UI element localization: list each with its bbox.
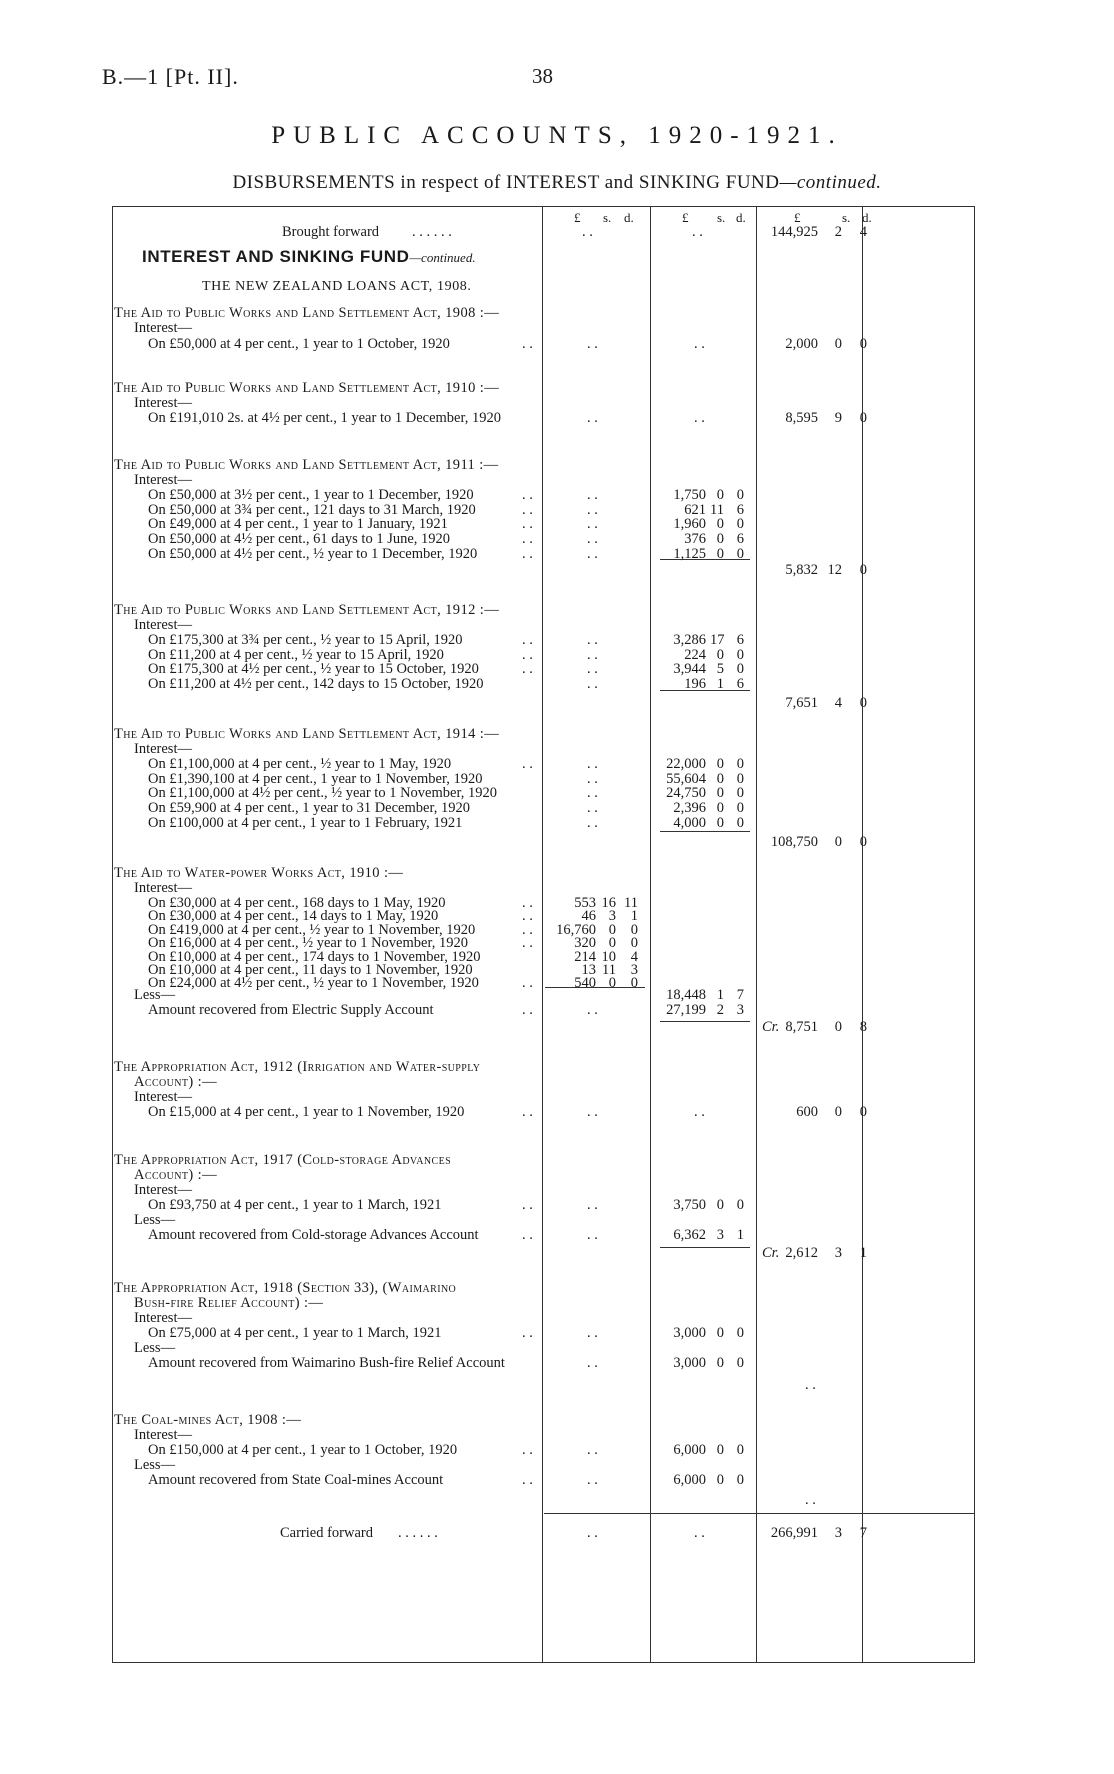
less-pence: 0	[736, 1472, 744, 1488]
c1-empty: . .	[587, 1104, 598, 1120]
less-pence: 1	[736, 1227, 744, 1243]
total-pounds: 2,612	[785, 1245, 818, 1261]
amount-shillings: 0	[608, 975, 616, 992]
amount-pence: 0	[736, 661, 744, 678]
leader-dots: . .	[522, 921, 533, 938]
total-pence: 0	[859, 834, 867, 850]
line-desc: On £175,300 at 3¾ per cent., ½ year to 15 April, 1920	[148, 632, 463, 648]
act-title-1912: The Aid to Public Works and Land Settlement Act, 1912 :—	[114, 602, 500, 618]
amount-pence: 0	[736, 785, 744, 802]
leader-dots: . .	[522, 487, 533, 503]
total-empty: . .	[805, 1492, 816, 1508]
less-row-app1917	[112, 1227, 975, 1244]
line-desc: On £50,000 at 3½ per cent., 1 year to 1 December, 1920	[148, 487, 474, 503]
amount-pounds: 621	[684, 501, 706, 518]
amount-shillings: 11	[602, 962, 616, 978]
c1-empty: . .	[587, 661, 598, 678]
amount-pence: 6	[736, 632, 744, 648]
total-empty: . .	[805, 1377, 816, 1393]
less-shillings: 0	[716, 1355, 724, 1371]
c1-empty: . .	[587, 545, 598, 562]
total-pence: 8	[859, 1019, 867, 1035]
amount-shillings: 1	[716, 676, 724, 693]
sum-rule	[660, 559, 750, 560]
total-app1917	[112, 1245, 975, 1262]
amount-pence: 0	[736, 646, 744, 663]
line-desc: On £30,000 at 4 per cent., 168 days to 1 May, 1920	[148, 895, 446, 911]
leader-dots: . .	[522, 895, 533, 911]
c2-empty: . .	[694, 1525, 705, 1541]
less-row-coal	[112, 1472, 975, 1489]
line-desc: On £10,000 at 4 per cent., 174 days to 1 November, 1920	[148, 948, 481, 965]
leader-dots: . .	[522, 1472, 533, 1488]
brought-forward-row	[112, 224, 975, 241]
leader-dots: . .	[522, 646, 533, 663]
carried-rule	[544, 1513, 974, 1514]
total-pence: 0	[859, 410, 867, 426]
leader-dots: . .	[522, 1442, 533, 1458]
section-heading	[142, 247, 476, 267]
c1-empty: . .	[587, 531, 598, 548]
amount-shillings: 0	[716, 814, 724, 831]
c2-empty: . .	[694, 336, 705, 352]
amount-shillings: 10	[601, 948, 616, 965]
water-less-row	[112, 1002, 975, 1019]
less-desc: Amount recovered from Cold-storage Advances Account	[148, 1227, 479, 1243]
amount-pounds: 540	[574, 975, 596, 992]
line-desc: On £24,000 at 4½ per cent., ½ year to 1 November, 1920	[148, 975, 479, 992]
total-shillings: 2	[834, 224, 842, 240]
page-subtitle	[0, 172, 1114, 194]
c1-empty: . .	[587, 410, 598, 426]
total-pence: 0	[859, 562, 867, 578]
c1-empty: . .	[587, 800, 598, 817]
total-1914	[112, 834, 975, 851]
c1-empty: . .	[587, 1442, 598, 1458]
less-pence: 3	[736, 1002, 744, 1018]
amount-pence: 0	[736, 487, 744, 503]
line-desc: On £15,000 at 4 per cent., 1 year to 1 November, 1920	[148, 1104, 465, 1120]
leader-dots: . .	[522, 756, 533, 772]
total-pounds: 7,651	[785, 695, 818, 711]
amount-pounds: 3,286	[673, 632, 706, 648]
c1-empty: . .	[587, 814, 598, 831]
amount-shillings: 17	[710, 632, 725, 648]
amount-pounds: 553	[574, 895, 596, 911]
c1-empty: . .	[587, 756, 598, 772]
amount-shillings: 0	[716, 646, 724, 663]
leader-dots: . .	[522, 1197, 533, 1213]
line-desc: On £11,200 at 4 per cent., ½ year to 15 April, 1920	[148, 646, 444, 663]
subtitle-continued: —continued.	[779, 172, 882, 193]
line-desc: On £150,000 at 4 per cent., 1 year to 1 October, 1920	[148, 1442, 458, 1458]
amount-pounds: 13	[581, 962, 596, 978]
total-shillings: 0	[834, 1019, 842, 1035]
amount-shillings: 0	[716, 800, 724, 817]
act-title-continued: Account) :—	[134, 1167, 217, 1183]
line-desc: On £50,000 at 4½ per cent., 61 days to 1 June, 1920	[148, 531, 451, 548]
pence-header: d.	[624, 210, 634, 225]
sum-pence: 7	[736, 987, 744, 1003]
less-pounds: 27,199	[666, 1002, 706, 1018]
act-title-1910: The Aid to Public Works and Land Settlement Act, 1910 :—	[114, 380, 500, 396]
total-shillings: 0	[834, 336, 842, 352]
amount-shillings: 0	[716, 545, 724, 562]
amount-pence: 0	[736, 800, 744, 817]
leader-dots: . .	[522, 908, 533, 925]
line-item	[112, 676, 975, 693]
amount-pounds: 376	[684, 531, 706, 548]
leader-dots: . .	[522, 516, 533, 533]
total-pounds: 144,925	[770, 224, 818, 240]
amount-pounds: 46	[581, 908, 596, 925]
less-pounds: 3,000	[673, 1355, 706, 1371]
sum-rule	[660, 690, 750, 691]
less-label: Less—	[134, 1212, 176, 1228]
shilling-header: s.	[603, 210, 612, 225]
amount-shillings: 0	[608, 935, 616, 952]
less-pounds: 6,000	[673, 1472, 706, 1488]
interest-label: Interest—	[134, 320, 192, 336]
leader-dots: . .	[522, 336, 533, 352]
c1-empty: . .	[582, 224, 593, 240]
line-item	[112, 815, 975, 832]
amount-pence: 6	[736, 676, 744, 693]
line-desc: On £50,000 at 3¾ per cent., 121 days to 31 March, 1920	[148, 501, 476, 518]
total-pence: 0	[859, 1104, 867, 1120]
amount-shillings: 0	[716, 756, 724, 772]
c1-empty: . .	[587, 336, 598, 352]
amount-pounds: 3,000	[673, 1325, 706, 1341]
amount-pence: 0	[736, 814, 744, 831]
amount-pence: 0	[736, 770, 744, 787]
amount-pounds: 1,750	[673, 487, 706, 503]
leader-dots: . .	[522, 545, 533, 562]
amount-pence: 0	[736, 1197, 744, 1213]
c2-empty: . .	[694, 1104, 705, 1120]
amount-shillings: 16	[601, 895, 616, 911]
amount-pounds: 224	[684, 646, 706, 663]
sum-shillings: 1	[716, 987, 724, 1003]
amount-pence: 0	[736, 1442, 744, 1458]
act-title-coal-mines: The Coal-mines Act, 1908 :—	[114, 1412, 302, 1428]
shilling-header: s.	[842, 210, 851, 225]
interest-label: Interest—	[134, 1427, 192, 1443]
heading-main: INTEREST AND SINKING FUND	[142, 247, 410, 266]
act-title-1908: The Aid to Public Works and Land Settlement Act, 1908 :—	[114, 305, 500, 321]
line-desc: On £75,000 at 4 per cent., 1 year to 1 March, 1921	[148, 1325, 442, 1341]
total-pence: 0	[859, 336, 867, 352]
total-water-power	[112, 1019, 975, 1036]
document-reference: B.—1 [Pt. II].	[102, 64, 239, 89]
row-label: Carried forward	[280, 1525, 373, 1541]
c2-empty: . .	[694, 410, 705, 426]
leader-dots: . .	[522, 1104, 533, 1120]
total-shillings: 0	[834, 834, 842, 850]
line-desc: On £11,200 at 4½ per cent., 142 days to 15 October, 1920	[148, 676, 484, 693]
act-title-appropriation-1918: The Appropriation Act, 1918 (Section 33), (Waimarino	[114, 1280, 457, 1296]
credit-prefix: Cr.	[762, 1019, 780, 1035]
amount-pence: 6	[736, 531, 744, 548]
c1-empty: . .	[587, 1525, 598, 1541]
act-title-appropriation-1912: The Appropriation Act, 1912 (Irrigation and Water-supply	[114, 1059, 481, 1075]
less-shillings: 3	[716, 1227, 724, 1243]
sum-rule	[660, 831, 750, 832]
act-title-continued: Bush-fire Relief Account) :—	[134, 1295, 324, 1311]
amount-shillings: 0	[716, 531, 724, 548]
amount-pounds: 196	[684, 676, 706, 693]
amount-pence: 6	[736, 501, 744, 518]
amount-pounds: 6,000	[673, 1442, 706, 1458]
leader-dots: . . . . . .	[398, 1525, 438, 1541]
c1-empty: . .	[587, 676, 598, 693]
amount-pounds: 3,750	[673, 1197, 706, 1213]
total-pounds: 266,991	[770, 1525, 818, 1541]
page-title: PUBLIC ACCOUNTS, 1920-1921.	[271, 122, 843, 149]
total-pence: 0	[859, 695, 867, 711]
interest-label: Interest—	[134, 395, 192, 411]
amount-shillings: 0	[608, 921, 616, 938]
total-pounds: 2,000	[785, 336, 818, 352]
interest-label: Interest—	[134, 880, 192, 896]
less-shillings: 0	[716, 1472, 724, 1488]
leader-dots: . .	[522, 1325, 533, 1341]
amount-shillings: 11	[710, 501, 724, 518]
less-pence: 0	[736, 1355, 744, 1371]
interest-label: Interest—	[134, 741, 192, 757]
leader-dots: . .	[522, 632, 533, 648]
credit-prefix: Cr.	[762, 1245, 780, 1261]
amount-shillings: 0	[716, 487, 724, 503]
pence-header: d.	[736, 210, 746, 225]
c1-empty: . .	[587, 785, 598, 802]
less-shillings: 2	[716, 1002, 724, 1018]
pound-header: £	[574, 210, 581, 225]
line-desc: On £59,900 at 4 per cent., 1 year to 31 December, 1920	[148, 800, 470, 817]
amount-shillings: 0	[716, 770, 724, 787]
leader-dots: . .	[522, 501, 533, 518]
line-desc: On £100,000 at 4 per cent., 1 year to 1 February, 1921	[148, 814, 463, 831]
total-pence: 4	[859, 224, 867, 240]
carried-forward-row	[112, 1525, 975, 1542]
act-title-1911: The Aid to Public Works and Land Settlement Act, 1911 :—	[114, 457, 499, 473]
line-desc: On £1,390,100 at 4 per cent., 1 year to 1 November, 1920	[148, 770, 483, 787]
shilling-header: s.	[717, 210, 726, 225]
act-title-appropriation-1917: The Appropriation Act, 1917 (Cold-storage Advances	[114, 1152, 452, 1168]
total-shillings: 0	[834, 1104, 842, 1120]
page-number: 38	[532, 64, 553, 88]
amount-pence: 0	[736, 516, 744, 533]
amount-pence: 1	[630, 908, 638, 925]
less-desc: Amount recovered from Electric Supply Account	[148, 1002, 434, 1018]
line-item-1910	[112, 410, 975, 427]
interest-label: Interest—	[134, 472, 192, 488]
act-title-continued: Account) :—	[134, 1074, 217, 1090]
c1-empty: . .	[587, 770, 598, 787]
pound-header: £	[794, 210, 801, 225]
amount-shillings: 3	[608, 908, 616, 925]
c1-empty: . .	[587, 516, 598, 533]
amount-pounds: 4,000	[673, 814, 706, 831]
total-pounds: 108,750	[770, 834, 818, 850]
line-desc: On £30,000 at 4 per cent., 14 days to 1 May, 1920	[148, 908, 439, 925]
leader-dots: . .	[522, 1227, 533, 1243]
amount-pence: 0	[630, 975, 638, 992]
total-pounds: 5,832	[785, 562, 818, 578]
amount-pence: 0	[630, 921, 638, 938]
line-desc: On £191,010 2s. at 4½ per cent., 1 year to 1 December, 1920	[148, 410, 501, 426]
interest-label: Interest—	[134, 1310, 192, 1326]
total-pence: 7	[859, 1525, 867, 1541]
line-desc: On £50,000 at 4½ per cent., ½ year to 1 December, 1920	[148, 545, 478, 562]
line-item-app1912	[112, 1104, 975, 1121]
leader-dots: . .	[522, 975, 533, 992]
c1-empty: . .	[587, 1472, 598, 1488]
amount-pence: 11	[624, 895, 638, 911]
amount-pounds: 16,760	[556, 921, 596, 938]
c1-empty: . .	[587, 1197, 598, 1213]
c1-empty: . .	[587, 487, 598, 503]
c1-empty: . .	[587, 501, 598, 518]
line-item	[112, 546, 975, 563]
leader-dots: . .	[522, 935, 533, 952]
line-desc: On £16,000 at 4 per cent., ½ year to 1 November, 1920	[148, 935, 468, 952]
c1-empty: . .	[587, 1355, 598, 1371]
total-1911	[112, 562, 975, 579]
line-desc: On £93,750 at 4 per cent., 1 year to 1 March, 1921	[148, 1197, 442, 1213]
total-pounds: 8,595	[785, 410, 818, 426]
row-label: Brought forward	[282, 224, 380, 240]
amount-pence: 4	[630, 948, 638, 965]
c1-empty: . .	[587, 1227, 598, 1243]
total-shillings: 3	[834, 1245, 842, 1261]
sum-pounds: 18,448	[666, 987, 706, 1003]
less-label: Less—	[134, 1457, 176, 1473]
amount-pounds: 1,960	[673, 516, 706, 533]
leader-dots: . .	[522, 661, 533, 678]
less-label: Less—	[134, 987, 176, 1003]
line-desc: On £1,100,000 at 4 per cent., ½ year to 1 May, 1920	[148, 756, 452, 772]
c1-empty: . .	[587, 632, 598, 648]
line-desc: On £10,000 at 4 per cent., 11 days to 1 November, 1920	[148, 962, 473, 978]
amount-pounds: 24,750	[666, 785, 706, 802]
loans-act-title: THE NEW ZEALAND LOANS ACT, 1908.	[202, 279, 472, 294]
heading-continued: —continued.	[409, 250, 476, 265]
total-shillings: 4	[834, 695, 842, 711]
amount-pounds: 22,000	[666, 756, 706, 772]
amount-pence: 3	[630, 962, 638, 978]
interest-label: Interest—	[134, 617, 192, 633]
interest-label: Interest—	[134, 1089, 192, 1105]
total-pence: 1	[859, 1245, 867, 1261]
less-desc: Amount recovered from Waimarino Bush-fire Relief Account	[148, 1355, 505, 1371]
amount-pence: 0	[736, 545, 744, 562]
line-desc: On £49,000 at 4 per cent., 1 year to 1 January, 1921	[148, 516, 448, 533]
c2-empty: . .	[692, 224, 703, 240]
amount-pence: 0	[630, 935, 638, 952]
act-title-1914: The Aid to Public Works and Land Settlement Act, 1914 :—	[114, 726, 500, 742]
act-title-water-power: The Aid to Water-power Works Act, 1910 :—	[114, 865, 404, 881]
amount-pounds: 2,396	[673, 800, 706, 817]
c1-empty: . .	[587, 646, 598, 663]
less-desc: Amount recovered from State Coal-mines Account	[148, 1472, 444, 1488]
accounts-table	[112, 206, 975, 1663]
less-pounds: 6,362	[673, 1227, 706, 1243]
pound-header: £	[682, 210, 689, 225]
leader-dots: . . . . . .	[412, 224, 452, 240]
subtitle-main: DISBURSEMENTS in respect of INTEREST and SINKING FUND	[232, 172, 780, 193]
line-item-1908	[112, 336, 975, 353]
amount-pounds: 3,944	[673, 661, 706, 678]
interest-label: Interest—	[134, 1182, 192, 1198]
amount-shillings: 0	[716, 1325, 724, 1341]
amount-shillings: 0	[716, 516, 724, 533]
total-pounds: 8,751	[785, 1019, 818, 1035]
leader-dots: . .	[522, 1002, 533, 1018]
total-shillings: 12	[827, 562, 842, 578]
line-desc: On £175,300 at 4½ per cent., ½ year to 15 October, 1920	[148, 661, 479, 678]
total-shillings: 9	[834, 410, 842, 426]
less-row-app1918	[112, 1355, 975, 1372]
amount-pounds: 214	[574, 948, 596, 965]
amount-pence: 0	[736, 1325, 744, 1341]
total-1912	[112, 695, 975, 712]
pence-header: d.	[862, 210, 872, 225]
amount-pounds: 55,604	[666, 770, 706, 787]
c1-empty: . .	[587, 1325, 598, 1341]
line-desc: On £1,100,000 at 4½ per cent., ½ year to 1 November, 1920	[148, 785, 497, 802]
amount-shillings: 0	[716, 1442, 724, 1458]
line-desc: On £50,000 at 4 per cent., 1 year to 1 October, 1920	[148, 336, 450, 352]
line-desc: On £419,000 at 4 per cent., ½ year to 1 November, 1920	[148, 921, 476, 938]
amount-shillings: 0	[716, 1197, 724, 1213]
amount-pounds: 1,125	[673, 545, 706, 562]
amount-pounds: 320	[574, 935, 596, 952]
c1-empty: . .	[587, 1002, 598, 1018]
total-pounds: 600	[796, 1104, 818, 1120]
amount-shillings: 0	[716, 785, 724, 802]
amount-pence: 0	[736, 756, 744, 772]
leader-dots: . .	[522, 531, 533, 548]
total-shillings: 3	[834, 1525, 842, 1541]
amount-shillings: 5	[716, 661, 724, 678]
less-label: Less—	[134, 1340, 176, 1356]
